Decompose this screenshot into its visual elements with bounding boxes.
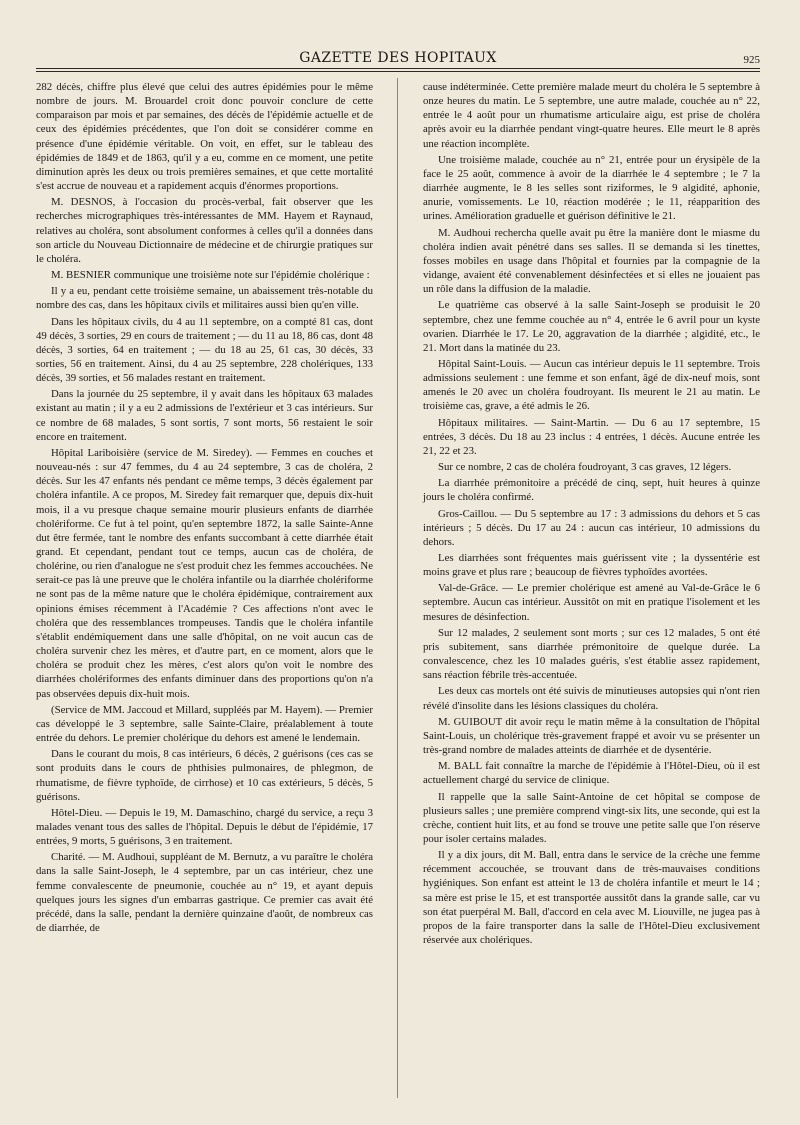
paragraph: Hôtel-Dieu. — Depuis le 19, M. Damaschino, chargé du service, a reçu 3 malades venant tous des salles de l'hôpital. Depuis le début de l'épidémie, 17 entrées, 9 morts, 5 guérisons, 3 en traitement. <box>36 806 373 848</box>
paragraph: Dans la journée du 25 septembre, il y avait dans les hôpitaux 63 malades existant au matin ; il y a eu 2 admissions de l'extérieur et 3 cas intérieurs. Sur ce nombre de 68 malades, 5 sont sortis, 7 sont morts, 56 restaient le soir encore en traitement. <box>36 388 373 443</box>
paragraph: Les diarrhées sont fréquentes mais guérissent vite ; la dyssentérie est moins grave et plus rare ; beaucoup de fièvres typhoïdes avortées. <box>423 552 760 579</box>
paragraph: Les deux cas mortels ont été suivis de minutieuses autopsies qui n'ont rien révélé d'insolite dans les lésions classiques du choléra. <box>423 685 760 712</box>
paragraph: M. DESNOS, à l'occasion du procès-verbal, fait observer que les recherches micrographiques très-intéressantes de MM. Hayem et Raynaud, relatives au choléra, sont absolument conformes à celles qu'il a données dans son article du Nouveau Dictionnaire de médecine et de chirurgie pratiques sur le choléra. <box>36 196 373 265</box>
right-column <box>423 80 760 949</box>
paragraph: La diarrhée prémonitoire a précédé de cinq, sept, huit heures à quinze jours le choléra confirmé. <box>423 477 760 504</box>
paragraph: Charité. — M. Audhoui, suppléant de M. Bernutz, a vu paraître le choléra dans la salle Saint-Joseph, le 4 septembre, par un cas intérieur, chez une femme convalescente de pneumonie, couchée au n° 19, et ayant depuis quelques jours les signes d'un embarras gastrique. Ce premier cas avait été précédé, dans la salle, pendant la dernière quinzaine d'août, de nombreux cas de diarrhée, de <box>36 851 373 935</box>
paragraph: Hôpital Saint-Louis. — Aucun cas intérieur depuis le 11 septembre. Trois admissions seulement : une femme et son enfant, âgé de dix-neuf mois, sont amenés le 20 avec un choléra foudroyant. Ils meurent le 21 au matin. Le troisième cas, grave, a été admis le 26. <box>423 357 760 413</box>
paragraph: M. BESNIER communique une troisième note sur l'épidémie cholérique : <box>51 269 370 282</box>
paragraph: Sur 12 malades, 2 seulement sont morts ; sur ces 12 malades, 5 ont été pris subitement, sans diarrhée prémonitoire de quelque durée. La convalescence, chez les 10 malades guéris, s'est établie assez rapidement, sans réaction fébrile très-accentuée. <box>423 626 760 682</box>
header-rule <box>36 68 760 69</box>
paragraph: Dans les hôpitaux civils, du 4 au 11 septembre, on a compté 81 cas, dont 49 décès, 3 sorties, 29 en cours de traitement ; — du 11 au 18, 86 cas, dont 48 décès, 3 sorties, 64 en traitement ; — du 18 au 25, 61 cas, 30 décès, 33 sorties, 56 en traitement. Ainsi, du 4 au 25 septembre, 228 cholériques, 133 décès, 39 sorties, et 56 malades restant en traitement. <box>36 315 373 385</box>
header-rule-double <box>36 71 760 72</box>
paragraph: Dans le courant du mois, 8 cas intérieurs, 6 décès, 2 guérisons (ces cas se sont produits dans le cours de phthisies pulmonaires, de phlegmon, de rhumatisme, de fièvre typhoïde, de cirrhose) et 10 cas extérieurs, 5 décès, 5 guérisons. <box>36 748 373 803</box>
paragraph: M. Audhoui rechercha quelle avait pu être la manière dont le miasme du choléra indien avait pénétré dans ses salles. Il se demanda si les tinettes, fosses mobiles en usage dans l'hôpital et fournies par la compagnie de la vidange, avaient été convenablement désinfectées et si elles ne jouaient pas un rôle dans la diffusion de la maladie. <box>423 226 760 296</box>
paragraph: M. GUIBOUT dit avoir reçu le matin même à la consultation de l'hôpital Saint-Louis, un cholérique très-gravement frappé et avoir vu se présenter un très-grand nombre de malades atteints de diarrhée et de dysentérie. <box>423 715 760 757</box>
paragraph: Le quatrième cas observé à la salle Saint-Joseph se produisit le 20 septembre, chez une femme couchée au n° 4, entrée le 6 avril pour un kyste ovarien. Diarrhée le 17. Le 20, aggravation de la diarrhée ; algidité, etc., le 21. Mort dans la matinée du 23. <box>423 299 760 354</box>
paragraph: M. BALL fait connaître la marche de l'épidémie à l'Hôtel-Dieu, où il est actuellement chargé du service de clinique. <box>423 760 760 787</box>
column-divider <box>397 78 398 1098</box>
page-header <box>36 50 760 70</box>
page-number: 925 <box>743 54 760 66</box>
paragraph: cause indéterminée. Cette première malade meurt du choléra le 5 septembre à onze heures du matin. Le 5 septembre, une autre malade, couchée au n° 22, entrée le 4 août pour un rhumatisme articulaire aigu, est prise de choléra après avoir eu la diarrhée pendant vingt-quatre heures. Elle meurt le 8 après une réaction incomplète. <box>423 81 760 150</box>
paragraph: (Service de MM. Jaccoud et Millard, suppléés par M. Hayem). — Premier cas développé le 3 septembre, salle Sainte-Claire, préalablement à toute entrée du dehors. Le premier cholérique du dehors est amené le lendemain. <box>36 703 373 745</box>
paragraph: Sur ce nombre, 2 cas de choléra foudroyant, 3 cas graves, 12 légers. <box>438 461 732 474</box>
paragraph: Hôpitaux militaires. — Saint-Martin. — Du 6 au 17 septembre, 15 entrées, 3 décès. Du 18 au 23 inclus : 4 entrées, 1 décès. Aucune entrée les 21, 22 et 23. <box>423 416 760 457</box>
paragraph: Val-de-Grâce. — Le premier cholérique est amené au Val-de-Grâce le 6 septembre. Aucun cas intérieur. Aussitôt on mit en pratique l'isolement et les mesures de désinfection. <box>423 582 760 623</box>
paragraph: Hôpital Lariboisière (service de M. Siredey). — Femmes en couches et nouveau-nés : sur 47 femmes, du 4 au 24 septembre, 3 cas de choléra, 2 décès. Sur les 47 enfants nés pendant ce même temps, 3 décès également par choléra infantile. A ce propos, M. Siredey fait remarquer que, depuis dix-huit mois, il a vu presque chaque semaine mourir plusieurs enfants de diarrhée cholériforme. Ce fut à tel point, qu'en septembre 1872, la salle Sainte-Anne dut être fermée, tant le nombre des enfants succombant à cette diarrhée était grand. Et cependant, pendant tout ce temps, aucun cas de choléra, de cholérine, ou rien d'analogue ne s'est produit chez les femmes accouchées. Ne serait-ce pas là une preuve que le choléra infantile ou la diarrhée cholériforme ne sont pas de la même nature que le choléra épidémique, contrairement aux opinions émises récemment à l'Académie ? Ces affections n'ont avec le choléra que des ressemblances trompeuses. Tandis que le choléra infantile s'établit endémiquement dans une salle d'hôpital, on ne voit aucun cas de choléra survenir chez les mères, et d'autre part, en ce moment, alors que le choléra se produit chez les mères, c'est alors qu'on voit le nombre des diarrhées cholériformes des enfants diminuer dans des proportions qu'on n'a pas observées depuis dix-huit mois. <box>36 446 373 700</box>
paragraph: Une troisième malade, couchée au n° 21, entrée pour un érysipèle de la face le 25 août, commence à avoir de la diarrhée le 4 septembre ; le 7 la diarrhée augmente, le 8 les selles sont riziformes, le 9 algidité, aphonie, anurie, vomissements. Le 10, réaction modérée ; le 11, réapparition des urines. Amélioration graduelle et guérison définitive le 21. <box>423 153 760 223</box>
paragraph: Il y a dix jours, dit M. Ball, entra dans le service de la crèche une femme récemment accouchée, se trouvant dans de très-mauvaises conditions hygiéniques. Son enfant est atteint le 13 de choléra infantile et meurt le 14 ; sa mère est prise le 15, et est transportée aussitôt dans la grande salle, car vu son état puerpéral M. Ball, d'accord en cela avec M. Liouville, ne jugea pas à propos de la faire transporter dans la salle de l'Hôtel-Dieu exclusivement réservée aux cholériques. <box>423 849 760 947</box>
paragraph: Il y a eu, pendant cette troisième semaine, un abaissement très-notable du nombre des cas, dans les hôpitaux civils et militaires aussi bien qu'en ville. <box>36 285 373 312</box>
paragraph: 282 décès, chiffre plus élevé que celui des autres épidémies pour le même nombre de jours. M. Brouardel croit donc pouvoir conclure de cette comparaison par mois et par semaines, des décès de l'épidémie actuelle et de ceux des épidémies précédentes, que l'on doit se considérer comme en présence d'une épidémie véritable. On voit, en effet, sur le tableau des épidémies de 1849 et de 1863, qu'il y a eu, comme en ce moment, une petite diminution après les deux ou trois premières semaines, et que cette mortalité s'est accrue de nouveau et a rapidement acquis d'énormes proportions. <box>36 81 373 193</box>
paragraph: Gros-Caillou. — Du 5 septembre au 17 : 3 admissions du dehors et 5 cas intérieurs ; 5 décès. Du 17 au 24 : aucun cas intérieur, 10 admissions du dehors. <box>423 507 760 548</box>
running-title: GAZETTE DES HOPITAUX <box>299 50 497 66</box>
paragraph: Il rappelle que la salle Saint-Antoine de cet hôpital se compose de plusieurs salles ; une première comprend vingt-six lits, une seconde, qui est la crèche, contient huit lits, et au fond se trouve une petite salle que l'on réserve pour isoler certains malades. <box>423 790 760 845</box>
left-column <box>36 80 373 937</box>
